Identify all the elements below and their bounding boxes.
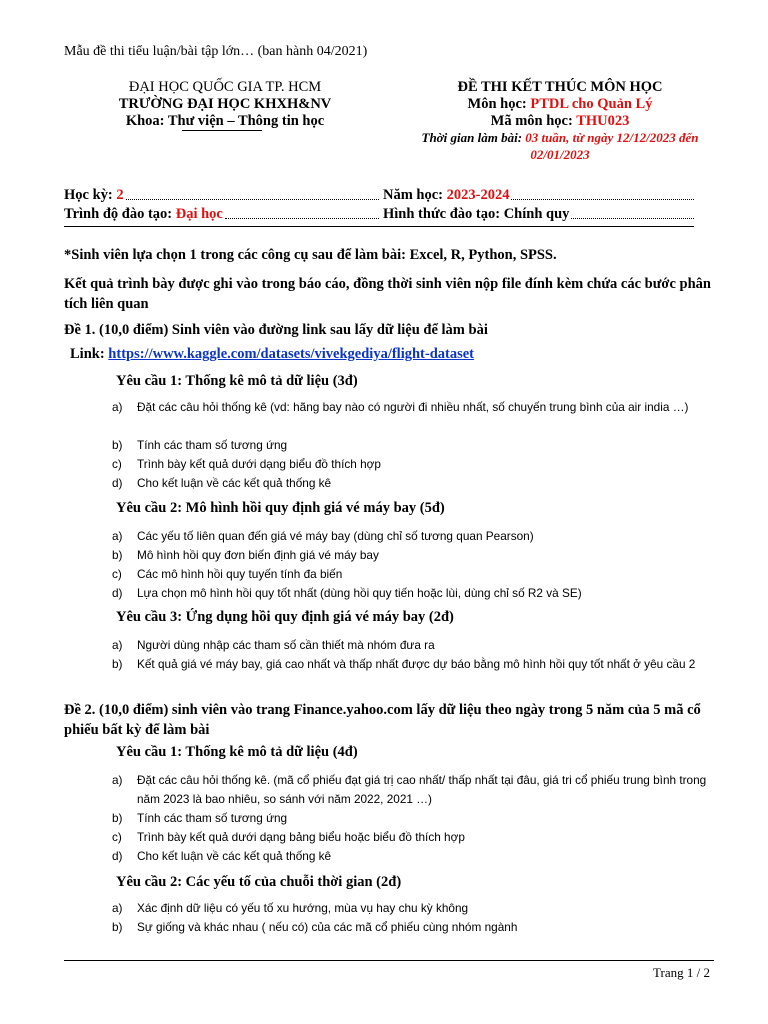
list-item-text: Trình bày kết quả dưới dạng biểu đồ thích hợp (137, 457, 381, 471)
list-item-text: Mô hình hồi quy đơn biến định giá vé máy bay (137, 548, 379, 562)
list-item-text: Tính các tham số tương ứng (137, 438, 288, 452)
semester-value: 2 (116, 187, 124, 203)
list-item-text: Xác định dữ liệu có yếu tố xu hướng, mùa vụ hay chu kỳ không (137, 901, 469, 915)
semester-label: Học kỳ: (64, 187, 113, 203)
faculty-underline (182, 130, 262, 131)
year-row (383, 187, 696, 204)
list-item-label: d) (112, 849, 123, 863)
mode-label: Hình thức đào tạo: (383, 206, 501, 222)
de2-req1-title: Yêu cầu 1: Thống kê mô tả dữ liệu (4đ) (116, 744, 358, 760)
list-item-label: c) (112, 567, 122, 581)
mode-row (383, 206, 696, 223)
de2-title: Đề 2. (10,0 điểm) sinh viên vào trang Finance.yahoo.com lấy dữ liệu theo ngày trong 5 năm của 5 mã cổ phiếu bất kỳ để làm bài (64, 702, 701, 738)
list-item-label: b) (112, 811, 123, 825)
list-item-label: b) (112, 548, 123, 562)
list-item-text: Kết quả giá vé máy bay, giá cao nhất và thấp nhất được dự báo bằng mô hình hồi quy tốt nhất ở yêu cầu 2 (137, 657, 696, 671)
subject (395, 96, 725, 113)
university-name: ĐẠI HỌC QUỐC GIA TP. HCM (128, 79, 322, 95)
info-underline (64, 226, 694, 227)
year-dots (511, 198, 694, 200)
list-item-label: a) (112, 773, 123, 787)
list-item-text: Các mô hình hồi quy tuyến tính đa biến (137, 567, 343, 581)
template-note: Mẫu đề thi tiểu luận/bài tập lớn… (ban hành 04/2021) (64, 44, 368, 59)
list-item-text: Cho kết luận về các kết quả thống kê (137, 476, 332, 490)
exam-time (395, 130, 725, 146)
time-value-2: 02/01/2023 (530, 147, 590, 162)
faculty-value: Thư viện – Thông tin học (167, 113, 325, 129)
subject-value: PTDL cho Quản Lý (530, 96, 653, 112)
level-value: Đại học (175, 206, 223, 222)
subject-code (395, 113, 725, 130)
list-item-label: b) (112, 657, 123, 671)
school-name: TRƯỜNG ĐẠI HỌC KHXH&NV (118, 96, 332, 112)
mode-value: Chính quy (503, 206, 570, 222)
tools-note: *Sinh viên lựa chọn 1 trong các công cụ sau để làm bài: Excel, R, Python, SPSS. (64, 247, 557, 263)
list-item-label: d) (112, 476, 123, 490)
de1-link-row (70, 346, 474, 363)
de1-req3-title: Yêu cầu 3: Ứng dụng hồi quy định giá vé máy bay (2đ) (116, 609, 454, 625)
footer-rule (64, 960, 714, 961)
list-item-text: Người dùng nhập các tham số cần thiết mà nhóm đưa ra (137, 638, 435, 652)
level-dots (225, 217, 379, 219)
list-item-text: Sự giống và khác nhau ( nếu có) của các mã cổ phiếu cùng nhóm ngành (137, 920, 518, 934)
de2-req2-title: Yêu cầu 2: Các yếu tố của chuỗi thời gian (2đ) (116, 874, 402, 890)
exam-title: ĐỀ THI KẾT THÚC MÔN HỌC (457, 79, 663, 95)
level-label: Trình độ đào tạo: (64, 206, 173, 222)
year-label: Năm học: (383, 187, 444, 203)
de1-req2-title: Yêu cầu 2: Mô hình hồi quy định giá vé máy bay (5đ) (116, 500, 445, 516)
list-item-label: a) (112, 901, 123, 915)
time-value-1: 03 tuần, từ ngày 12/12/2023 đến (525, 130, 699, 145)
list-item-label: a) (112, 400, 123, 414)
code-label: Mã môn học: (490, 113, 573, 129)
list-item-text: Trình bày kết quả dưới dạng bảng biểu hoặc biểu đồ thích hợp (137, 830, 465, 844)
time-label: Thời gian làm bài: (421, 130, 523, 145)
dataset-link[interactable]: https://www.kaggle.com/datasets/vivekgediya/flight-dataset (108, 346, 475, 362)
list-item-label: a) (112, 638, 123, 652)
level-row (64, 206, 381, 223)
list-item-label: b) (112, 438, 123, 452)
list-item-text: Đặt các câu hỏi thống kê. (mã cổ phiếu đạt giá trị cao nhất/ thấp nhất tại đâu, giá tri cổ phiếu trung bình trong năm 2023 là bao nhiêu, so sánh với năm 2022, 2021 …) (137, 773, 707, 806)
mode-dots (571, 217, 694, 219)
list-item-text: Lựa chọn mô hình hồi quy tốt nhất (dùng hồi quy tiến hoặc lùi, dùng chỉ số R2 và SE) (137, 586, 582, 600)
subject-label: Môn học: (467, 96, 527, 112)
list-item-text: Các yếu tố liên quan đến giá vé máy bay (dùng chỉ số tương quan Pearson) (137, 529, 534, 543)
year-value: 2023-2024 (446, 187, 510, 203)
list-item-text: Cho kết luận về các kết quả thống kê (137, 849, 332, 863)
list-item-label: b) (112, 920, 123, 934)
semester-dots (126, 198, 379, 200)
link-label: Link: (70, 346, 105, 362)
list-item-text: Đặt các câu hỏi thống kê (vd: hãng bay nào có người đi nhiều nhất, số chuyến trung bình của air india …) (137, 400, 689, 414)
page-number: Trang 1 / 2 (653, 965, 710, 980)
list-item-label: c) (112, 830, 122, 844)
semester-row (64, 187, 381, 204)
list-item-label: a) (112, 529, 123, 543)
faculty (70, 113, 380, 130)
de1-req1-title: Yêu cầu 1: Thống kê mô tả dữ liệu (3đ) (116, 373, 358, 389)
list-item-label: d) (112, 586, 123, 600)
list-item-text: Tính các tham số tương ứng (137, 811, 288, 825)
code-value: THU023 (576, 113, 630, 129)
submission-note: Kết quả trình bày được ghi vào trong báo cáo, đồng thời sinh viên nộp file đính kèm chứa các bước phân tích liên quan (64, 276, 711, 312)
faculty-label: Khoa: (125, 113, 165, 129)
list-item-label: c) (112, 457, 122, 471)
de1-title: Đề 1. (10,0 điểm) Sinh viên vào đường link sau lấy dữ liệu để làm bài (64, 322, 488, 338)
